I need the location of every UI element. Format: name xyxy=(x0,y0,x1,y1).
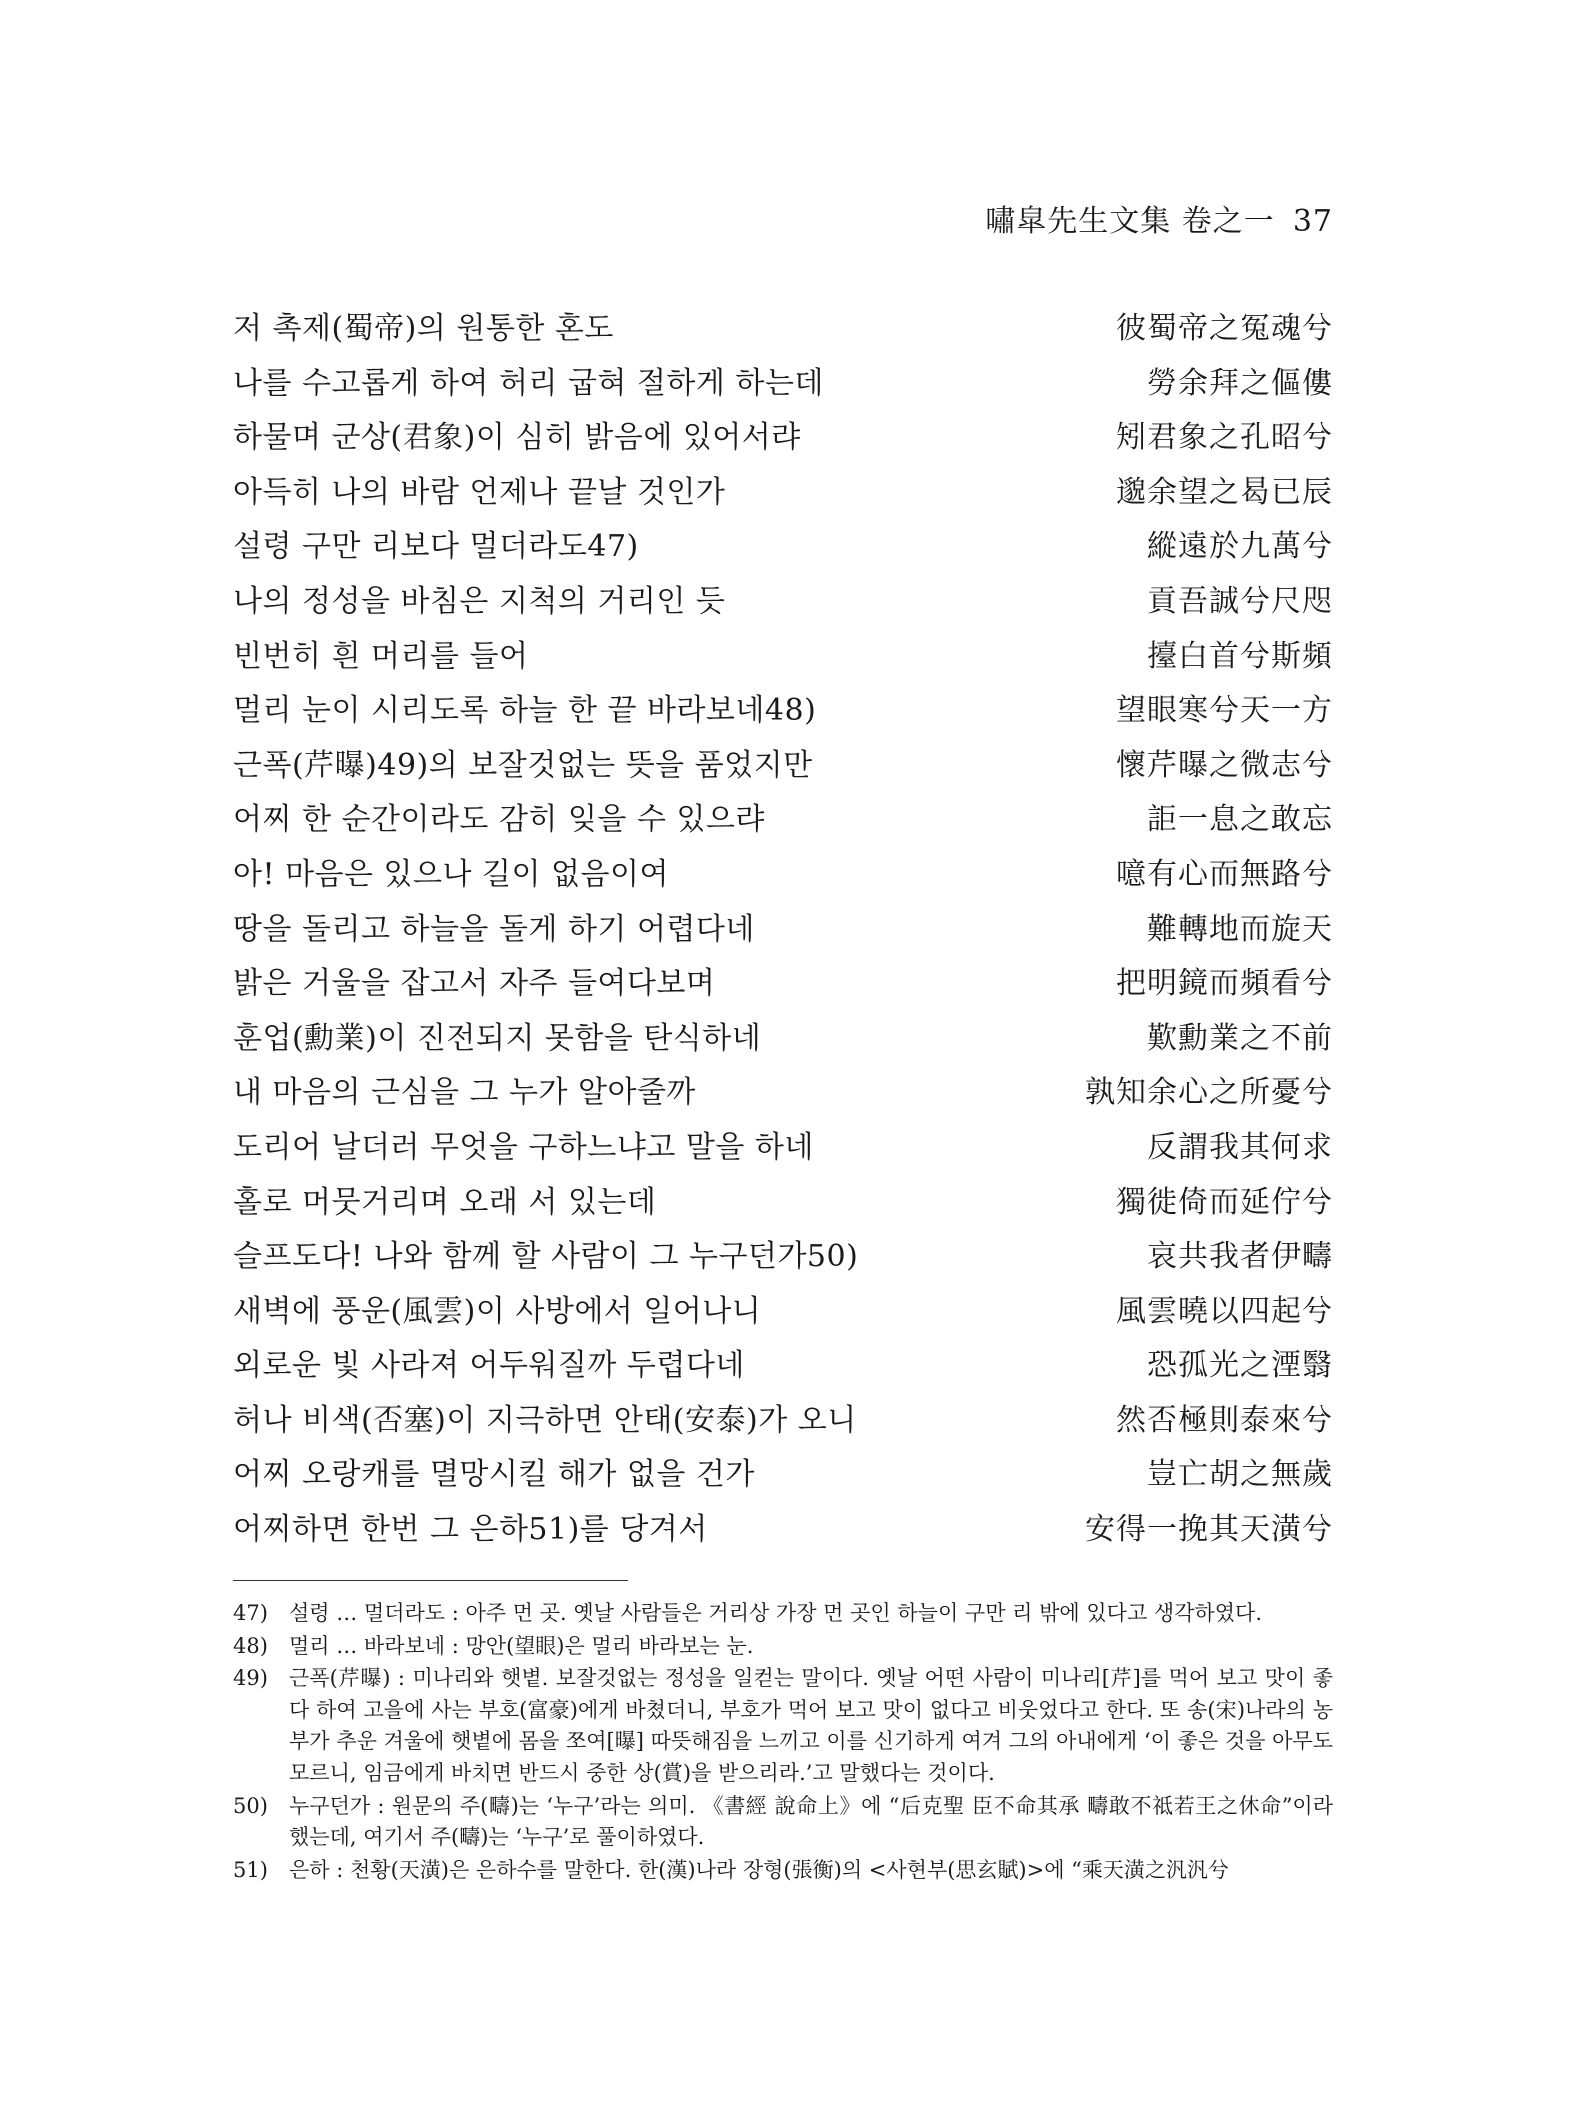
verse-korean: 내 마음의 근심을 그 누가 알아줄까 xyxy=(233,1075,696,1111)
verse-korean: 나를 수고롭게 하여 허리 굽혀 절하게 하는데 xyxy=(233,365,824,401)
verse-korean: 허나 비색(否塞)이 지극하면 안태(安泰)가 오니 xyxy=(233,1402,857,1438)
verse-chinese: 噫有心而無路兮 xyxy=(1116,856,1333,892)
footnote-number: 47) xyxy=(233,1601,268,1625)
footnote-number: 51) xyxy=(233,1857,268,1882)
verse-korean: 빈번히 흰 머리를 들어 xyxy=(233,638,529,674)
verse-row xyxy=(233,1340,1333,1395)
verse-chinese: 詎一息之敢忘 xyxy=(1147,802,1333,838)
verse-chinese: 恐孤光之湮翳 xyxy=(1147,1348,1333,1384)
verse-row xyxy=(233,1122,1333,1177)
footnote-text: 설령 … 멀더라도 : 아주 먼 곳. 옛날 사람들은 거리상 가장 먼 곳인 하늘이 구만 리 밖에 있다고 생각하였다. xyxy=(289,1601,1263,1625)
verse-korean: 밝은 거울을 잡고서 자주 들여다보며 xyxy=(233,966,716,1002)
verse-chinese: 彼蜀帝之冤魂兮 xyxy=(1116,311,1333,346)
footnote-number: 50) xyxy=(233,1793,268,1818)
verse-chinese: 縱遠於九萬兮 xyxy=(1147,529,1333,565)
verse-korean: 새벽에 풍운(風雲)이 사방에서 일어나니 xyxy=(233,1293,762,1329)
verse-korean: 나의 정성을 바침은 지척의 거리인 듯 xyxy=(233,583,726,619)
verse-row xyxy=(233,521,1333,576)
verse-chinese: 孰知余心之所憂兮 xyxy=(1085,1075,1333,1111)
verse-chinese: 懷芹曝之微志兮 xyxy=(1116,747,1333,783)
page-number: 37 xyxy=(1292,204,1333,239)
verse-korean: 훈업(勳業)이 진전되지 못함을 탄식하네 xyxy=(233,1020,762,1056)
verse-row xyxy=(233,849,1333,904)
verse-row xyxy=(233,358,1333,413)
verse-chinese: 把明鏡而頻看兮 xyxy=(1116,966,1333,1002)
verse-chinese: 勞余拜之傴僂 xyxy=(1147,365,1333,401)
verse-chinese: 擡白首兮斯頻 xyxy=(1147,638,1333,674)
verse-chinese: 風雲曉以四起兮 xyxy=(1116,1293,1333,1329)
verse-korean: 어찌 오랑캐를 멸망시킬 해가 없을 건가 xyxy=(233,1457,755,1493)
verse-row xyxy=(233,467,1333,522)
verse-korean: 도리어 날더러 무엇을 구하느냐고 말을 하네 xyxy=(233,1129,814,1165)
verse-chinese: 然否極則泰來兮 xyxy=(1116,1402,1333,1438)
footnote xyxy=(233,1598,1333,1630)
verse-chinese: 哀共我者伊疇 xyxy=(1147,1239,1333,1275)
verse-row xyxy=(233,1286,1333,1341)
verse-row xyxy=(233,958,1333,1013)
verse-chinese: 反謂我其何求 xyxy=(1147,1129,1333,1165)
verse-row xyxy=(233,1231,1333,1286)
verse-chinese: 歎勳業之不前 xyxy=(1147,1020,1333,1056)
verse-row xyxy=(233,740,1333,795)
footnote-text: 은하 : 천황(天潢)은 은하수를 말한다. 한(漢)나라 장형(張衡)의 <사현부(思玄賦)>에 “乘天潢之汎汎兮 xyxy=(289,1857,1229,1882)
footnote-text: 누구던가 : 원문의 주(疇)는 ‘누구’라는 의미. 《書經 說命上》에 “后克聖 臣不命其承 疇敢不祗若王之休命”이라 했는데, 여기서 주(疇)는 ‘누구’로 풀이하였다. xyxy=(289,1793,1333,1850)
footnote-number: 48) xyxy=(233,1633,268,1658)
verse-row xyxy=(233,1504,1333,1559)
footnote-divider xyxy=(233,1580,628,1581)
verse-korean: 어찌하면 한번 그 은하51)를 당겨서 xyxy=(233,1512,708,1548)
verse-korean: 멀리 눈이 시리도록 하늘 한 끝 바라보네48) xyxy=(233,693,817,729)
verse-row xyxy=(233,412,1333,467)
verse-row xyxy=(233,904,1333,959)
footnote-text: 멀리 … 바라보네 : 망안(望眼)은 멀리 바라보는 눈. xyxy=(289,1633,754,1658)
verse-row xyxy=(233,1395,1333,1450)
book-title: 嘯皐先生文集 卷之一 xyxy=(985,204,1275,239)
verse-row xyxy=(233,1013,1333,1068)
verse-chinese: 安得一挽其天潢兮 xyxy=(1085,1512,1333,1548)
verse-korean: 홀로 머뭇거리며 오래 서 있는데 xyxy=(233,1184,657,1220)
verse-chinese: 邈余望之曷已辰 xyxy=(1116,474,1333,510)
verse-chinese: 獨徙倚而延佇兮 xyxy=(1116,1184,1333,1220)
footnote xyxy=(233,1631,1333,1663)
verse-korean: 하물며 군상(君象)이 심히 밝음에 있어서랴 xyxy=(233,420,801,456)
verse-row xyxy=(233,1177,1333,1232)
verse-row xyxy=(233,576,1333,631)
verse-row xyxy=(233,1067,1333,1122)
verse-korean: 아득히 나의 바람 언제나 끝날 것인가 xyxy=(233,474,726,510)
footnote-number: 49) xyxy=(233,1666,268,1691)
verse-korean: 슬프도다! 나와 함께 할 사람이 그 누구던가50) xyxy=(233,1239,859,1275)
verse-korean: 근폭(芹曝)49)의 보잘것없는 뜻을 품었지만 xyxy=(233,747,813,783)
verse-chinese: 難轉地而旋天 xyxy=(1147,911,1333,947)
verse-chinese: 矧君象之孔昭兮 xyxy=(1116,420,1333,456)
verse-korean: 땅을 돌리고 하늘을 돌게 하기 어렵다네 xyxy=(233,911,755,947)
verse-row xyxy=(233,631,1333,686)
verse-row xyxy=(233,1449,1333,1504)
verse-korean: 아! 마음은 있으나 길이 없음이여 xyxy=(233,856,669,892)
verse-chinese: 貢吾誠兮尺咫 xyxy=(1147,583,1333,619)
footnote xyxy=(233,1855,1333,1887)
verse-row xyxy=(233,685,1333,740)
verse-korean: 어찌 한 순간이라도 감히 잊을 수 있으랴 xyxy=(233,802,765,838)
verse-korean: 설령 구만 리보다 멀더라도47) xyxy=(233,529,639,565)
verse-chinese: 望眼寒兮天一方 xyxy=(1116,693,1333,729)
verse-row xyxy=(233,794,1333,849)
verse-korean: 외로운 빛 사라져 어두워질까 두렵다네 xyxy=(233,1348,745,1384)
footnote xyxy=(233,1663,1333,1789)
verse-row xyxy=(233,303,1333,358)
verse-table xyxy=(233,303,1333,1559)
verse-korean: 저 촉제(蜀帝)의 원통한 혼도 xyxy=(233,311,614,346)
footnote xyxy=(233,1791,1333,1854)
verse-chinese: 豈亡胡之無歲 xyxy=(1147,1457,1333,1493)
running-header xyxy=(985,196,1333,240)
footnotes xyxy=(233,1598,1333,1887)
footnote-text: 근폭(芹曝) : 미나리와 햇볕. 보잘것없는 정성을 일컫는 말이다. 옛날 어떤 사람이 미나리[芹]를 먹어 보고 맛이 좋다 하여 고을에 사는 부호(富豪)에게 바쳤더니, 부호가 먹어 보고 맛이 없다고 비웃었다고 한다. 또 송(宋)나라의 농부가 추운 겨울에 햇볕에 몸을 쪼여[曝] 따뜻해짐을 느끼고 이를 신기하게 여겨 그의 아내에게 ‘이 좋은 것을 아무도 모르니, 임금에게 바치면 반드시 중한 상(賞)을 받으리라.’고 말했다는 것이다. xyxy=(289,1666,1333,1785)
